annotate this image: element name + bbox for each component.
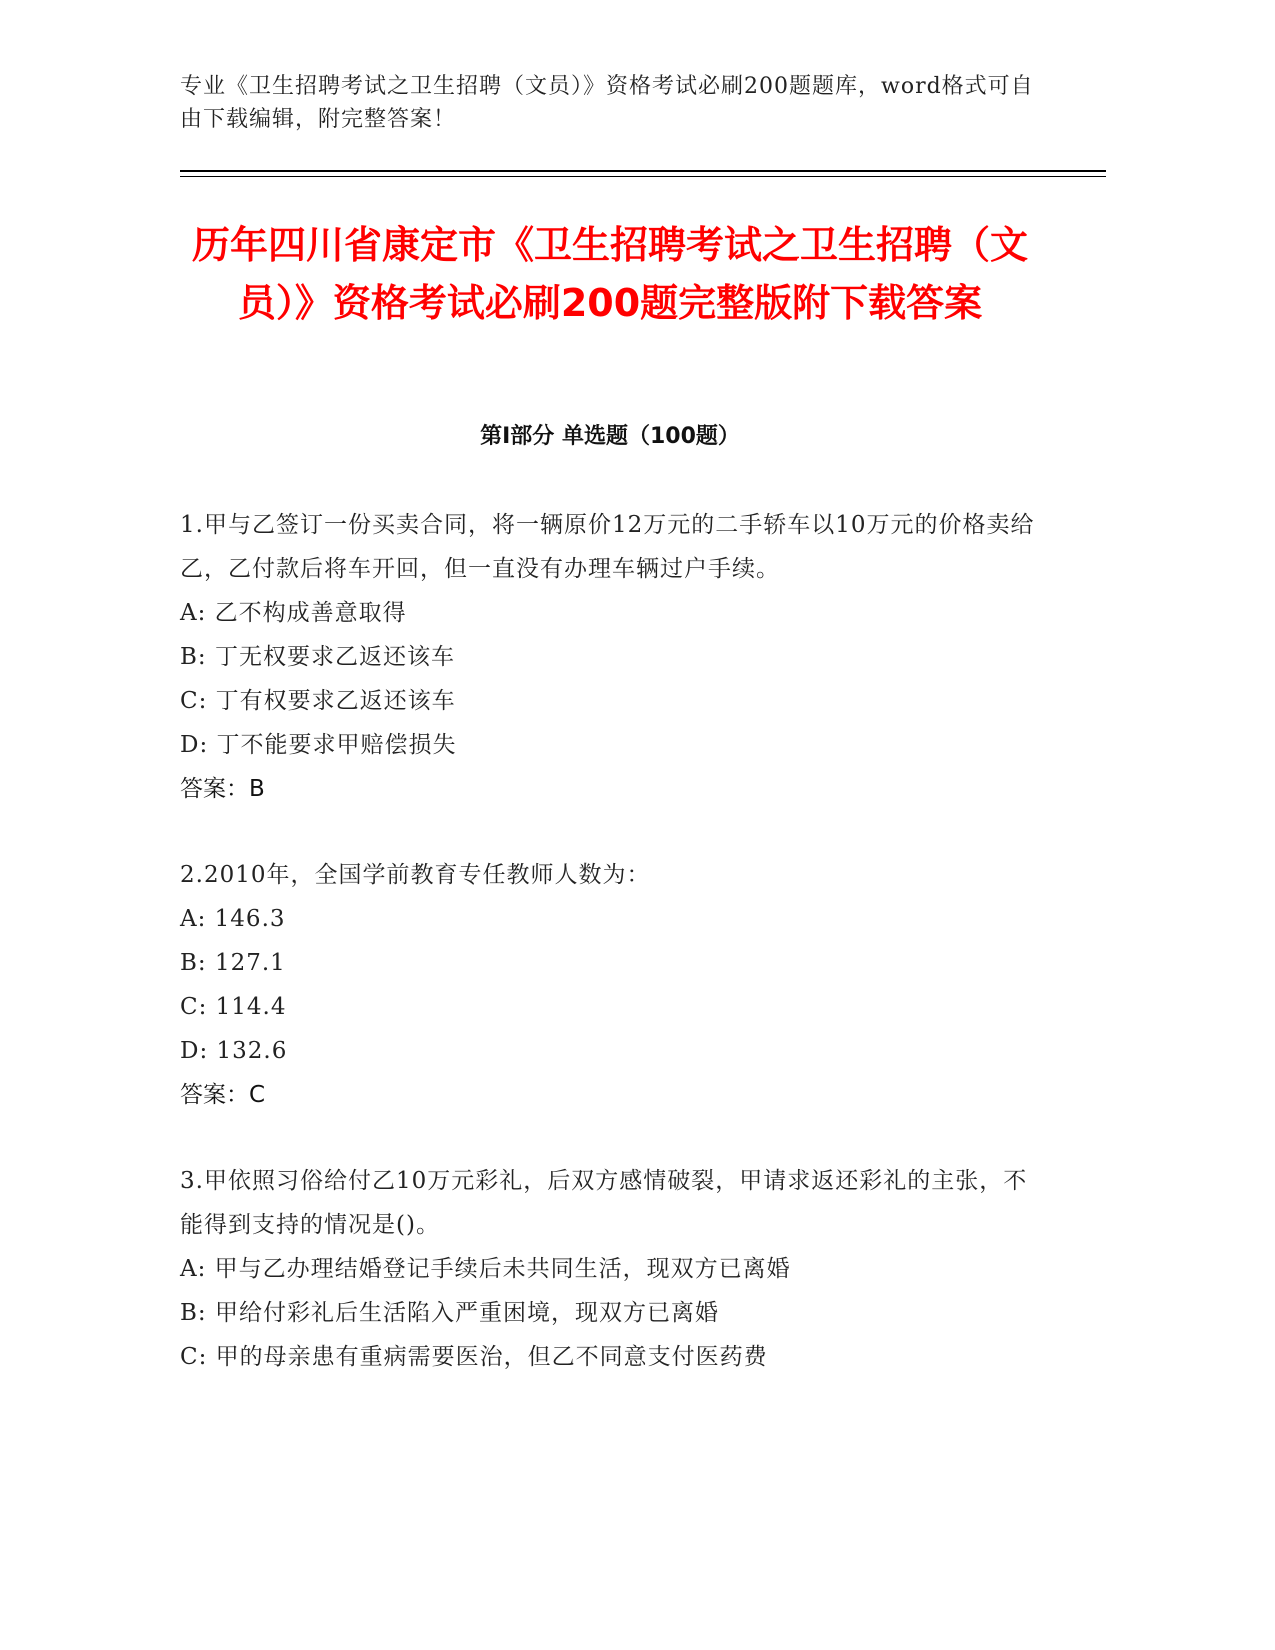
option-c: C: 甲的母亲患有重病需要医治，但乙不同意支付医药费 — [180, 1344, 768, 1370]
question-stem: 2.2010年，全国学前教育专任教师人数为： — [180, 862, 651, 888]
document-title: 历年四川省康定市《卫生招聘考试之卫生招聘（文员）》资格考试必刷200题完整版附下载答案 — [191, 223, 1028, 325]
question-2 — [180, 853, 1040, 1117]
section-heading: 第Ⅰ部分 单选题（100题） — [480, 424, 740, 449]
question-stem: 3.甲依照习俗给付乙10万元彩礼，后双方感情破裂，甲请求返还彩礼的主张，不能得到支持的情况是()。 — [180, 1168, 1028, 1238]
answer: 答案：C — [180, 1082, 266, 1108]
answer: 答案：B — [180, 776, 265, 802]
question-1 — [180, 503, 1040, 811]
option-b: B: 127.1 — [180, 950, 286, 976]
question-stem: 1.甲与乙签订一份买卖合同，将一辆原价12万元的二手轿车以10万元的价格卖给乙，乙付款后将车开回，但一直没有办理车辆过户手续。 — [180, 512, 1035, 582]
question-3 — [180, 1159, 1040, 1379]
option-b: B: 甲给付彩礼后生活陷入严重困境，现双方已离婚 — [180, 1300, 719, 1326]
header-note: 专业《卫生招聘考试之卫生招聘（文员）》资格考试必刷200题题库，word格式可自由下载编辑，附完整答案！ — [180, 74, 1034, 132]
option-a: A: 146.3 — [180, 906, 286, 932]
option-a: A: 甲与乙办理结婚登记手续后未共同生活，现双方已离婚 — [180, 1256, 791, 1282]
option-c: C: 丁有权要求乙返还该车 — [180, 688, 456, 714]
option-c: C: 114.4 — [180, 994, 287, 1020]
header-rule-bottom — [180, 176, 1106, 177]
option-b: B: 丁无权要求乙返还该车 — [180, 644, 455, 670]
question-list — [180, 503, 1040, 1421]
option-d: D: 132.6 — [180, 1038, 288, 1064]
header-rule-top — [180, 170, 1106, 172]
option-d: D: 丁不能要求甲赔偿损失 — [180, 732, 457, 758]
option-a: A: 乙不构成善意取得 — [180, 600, 407, 626]
